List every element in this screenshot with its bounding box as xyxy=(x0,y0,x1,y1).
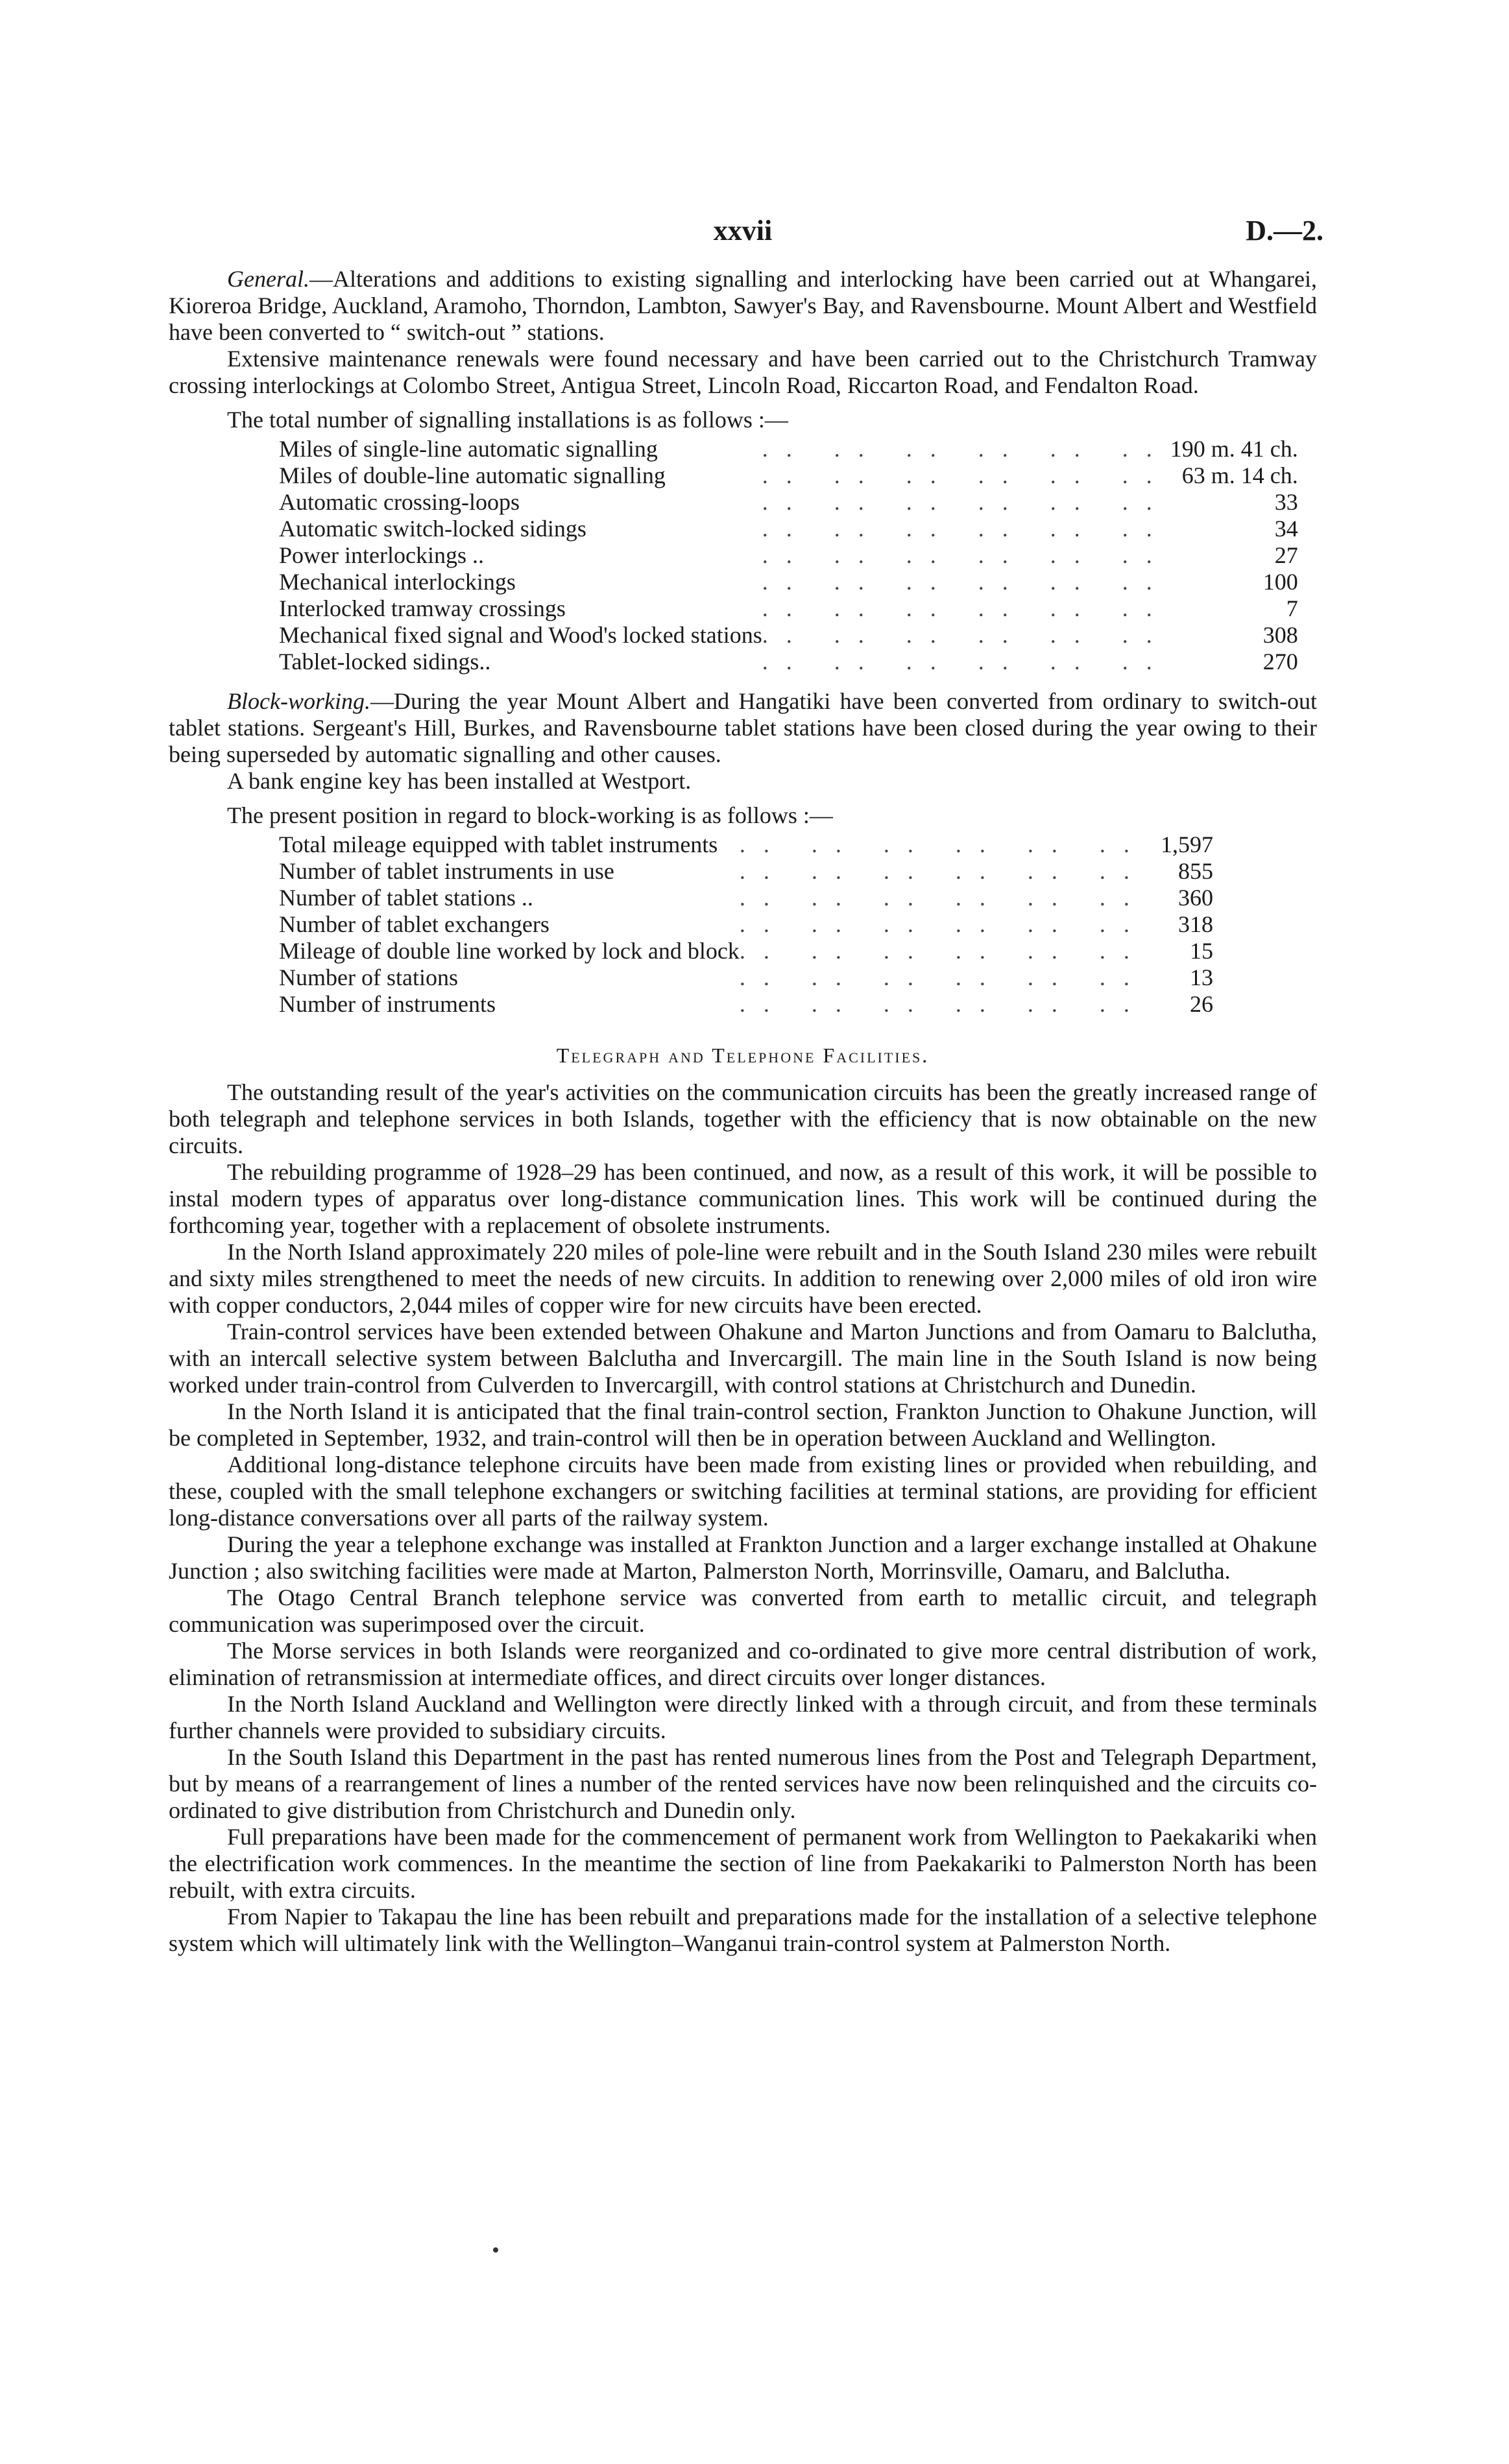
block-working-row-label: Total mileage equipped with tablet instruments xyxy=(279,831,718,857)
general-text: —Alterations and additions to existing signalling and interlocking have been carried out at Whangarei, Kioreroa Bridge, Auckland, Aramoho, Thorndon, Lambton, Sawyer's Bay, and Ravensbourne. Mount Albert and Westfield have been converted to “ switch-out ” stations. xyxy=(169,266,1317,345)
telegraph-paragraph: In the South Island this Department in the past has rented numerous lines from the Post and Telegraph Department, but by means of a rearrangement of lines a number of the rented services have now been relinquished and the circuits co-ordinated to give distribution from Christchurch and Dunedin only. xyxy=(169,1744,1317,1823)
block-working-row-label: Number of instruments xyxy=(279,991,496,1017)
document-reference: D.—2. xyxy=(1246,215,1323,246)
block-working-row xyxy=(279,991,1213,1018)
telegraph-paragraph: In the North Island approximately 220 miles of pole-line were rebuilt and in the South Island 230 miles were rebuilt and sixty miles strengthened to meet the needs of new circuits. In addition to renewing over 2,000 miles of old iron wire with copper conductors, 2,044 miles of copper wire for new circuits have been erected. xyxy=(169,1239,1317,1318)
general-paragraph xyxy=(169,266,1317,346)
page-header xyxy=(169,214,1323,266)
dot-leader: .. .. .. .. .. .. xyxy=(739,831,1148,857)
maintenance-paragraph: Extensive maintenance renewals were found necessary and have been carried out to the Christchurch Tramway crossing interlockings at Colombo Street, Antigua Street, Lincoln Road, Riccarton Road, and Fendalton Road. xyxy=(169,346,1317,398)
installation-row-label: Miles of double-line automatic signalling xyxy=(279,462,666,488)
block-working-row xyxy=(279,858,1213,885)
dot-leader: .. .. .. .. .. .. xyxy=(762,489,1170,515)
installation-row-label: Interlocked tramway crossings xyxy=(279,595,566,621)
installation-row xyxy=(279,436,1298,462)
block-working-row-value: 26 xyxy=(1190,991,1213,1017)
installation-row-value: 34 xyxy=(1274,516,1298,542)
installation-row xyxy=(279,569,1298,595)
installation-row-value: 7 xyxy=(1286,595,1298,621)
installation-row xyxy=(279,489,1298,516)
block-working-paragraph xyxy=(169,688,1317,768)
page xyxy=(169,214,1323,1957)
installations-table xyxy=(279,436,1298,675)
installation-row xyxy=(279,516,1298,542)
installation-row xyxy=(279,622,1298,649)
block-working-row-value: 318 xyxy=(1178,911,1213,937)
telegraph-paragraph: The Morse services in both Islands were reorganized and co-ordinated to give more central distribution of work, elimination of retransmission at intermediate offices, and direct circuits over longer distances. xyxy=(169,1638,1317,1690)
installation-row xyxy=(279,462,1298,489)
telegraph-paragraph: From Napier to Takapau the line has been rebuilt and preparations made for the installation of a selective telephone system which will ultimately link with the Wellington–Wanganui train-control system at Palmerston North. xyxy=(169,1904,1317,1956)
block-working-row-label: Number of tablet exchangers xyxy=(279,911,549,937)
installation-row-label: Tablet-locked sidings.. xyxy=(279,649,491,675)
telegraph-paragraph: The rebuilding programme of 1928–29 has been continued, and now, as a result of this work, it will be possible to instal modern types of apparatus over long-distance communication lines. This work will be continued during the forthcoming year, together with a replacement of obsolete instruments. xyxy=(169,1159,1317,1238)
dot-leader: .. .. .. .. .. .. xyxy=(762,595,1170,621)
dot-leader: .. .. .. .. .. .. xyxy=(739,858,1148,884)
dot-leader: .. .. .. .. .. .. xyxy=(739,938,1148,964)
dot-leader: .. .. .. .. .. .. xyxy=(739,991,1148,1017)
block-working-intro: The present position in regard to block-working is as follows :— xyxy=(227,802,833,828)
installation-row-label: Automatic switch-locked sidings xyxy=(279,516,586,542)
dot-leader: .. .. .. .. .. .. xyxy=(762,622,1170,648)
bank-engine-paragraph: A bank engine key has been installed at Westport. xyxy=(227,768,692,794)
block-working-row xyxy=(279,938,1213,964)
installation-row-value: 270 xyxy=(1262,649,1298,675)
installation-row-label: Miles of single-line automatic signalling xyxy=(279,436,658,462)
telegraph-paragraph: Train-control services have been extended between Ohakune and Marton Junctions and from Oamaru to Balclutha, with an intercall selective system between Balclutha and Invercargill. The main line in the South Island is now being worked under train-control from Culverden to Invercargill, with control stations at Christchurch and Dunedin. xyxy=(169,1319,1317,1398)
telegraph-paragraph: During the year a telephone exchange was installed at Frankton Junction and a larger exchange installed at Ohakune Junction ; also switching facilities were made at Marton, Palmerston North, Morrinsville, Oamaru, and Balclutha. xyxy=(169,1531,1317,1584)
telegraph-paragraph: In the North Island Auckland and Wellington were directly linked with a through circuit, and from these terminals further channels were provided to subsidiary circuits. xyxy=(169,1691,1317,1743)
installation-row-label: Power interlockings .. xyxy=(279,542,484,568)
block-working-row-value: 15 xyxy=(1190,938,1213,964)
block-working-row-label: Mileage of double line worked by lock and block xyxy=(279,938,740,964)
dot-leader: .. .. .. .. .. .. xyxy=(762,569,1170,595)
dot-leader: .. .. .. .. .. .. xyxy=(739,885,1148,911)
dot-leader: .. .. .. .. .. .. xyxy=(739,911,1148,937)
installation-row-value: 190 m. 41 ch. xyxy=(1170,436,1298,462)
dot-leader: .. .. .. .. .. .. xyxy=(762,462,1170,488)
telegraph-paragraph: The Otago Central Branch telephone service was converted from earth to metallic circuit, and telegraph communication was superimposed over the circuit. xyxy=(169,1585,1317,1637)
installations-intro: The total number of signalling installations is as follows :— xyxy=(227,407,788,433)
dot-leader: .. .. .. .. .. .. xyxy=(762,542,1170,568)
installation-row-value: 308 xyxy=(1262,622,1298,648)
telegraph-paragraph: In the North Island it is anticipated that the final train-control section, Frankton Junction to Ohakune Junction, will be completed in September, 1932, and train-control will then be in operation between Auckland and Wellington. xyxy=(169,1398,1317,1451)
block-working-row-label: Number of tablet stations .. xyxy=(279,885,533,911)
block-working-row xyxy=(279,964,1213,991)
telegraph-paragraph: The outstanding result of the year's activities on the communication circuits has been the greatly increased range of both telegraph and telephone services in both Islands, together with the efficiency that is now obtainable on the new circuits. xyxy=(169,1079,1317,1158)
block-working-row-value: 855 xyxy=(1178,858,1213,884)
page-number: xxvii xyxy=(713,215,773,246)
installation-row-value: 63 m. 14 ch. xyxy=(1181,462,1298,488)
dot-leader: .. .. .. .. .. .. xyxy=(762,436,1170,462)
dot-leader: .. .. .. .. .. .. xyxy=(762,649,1170,675)
block-working-text: —During the year Mount Albert and Hangatiki have been converted from ordinary to switch-out tablet stations. Sergeant's Hill, Burkes, and Ravensbourne tablet stations have been closed during the year owing to their being superseded by automatic signalling and other causes. xyxy=(169,688,1317,767)
section-heading xyxy=(169,1044,1317,1068)
block-working-row-value: 1,597 xyxy=(1161,831,1213,857)
installation-row-label: Mechanical fixed signal and Wood's locked stations xyxy=(279,622,762,648)
block-working-row xyxy=(279,831,1213,858)
block-working-lead: Block-working. xyxy=(227,688,370,714)
installation-row xyxy=(279,595,1298,622)
installation-row-value: 27 xyxy=(1274,542,1298,568)
installation-row xyxy=(279,542,1298,569)
block-working-table xyxy=(279,831,1213,1018)
block-working-row xyxy=(279,885,1213,911)
installation-row xyxy=(279,649,1298,675)
telegraph-section xyxy=(169,1079,1317,1957)
block-working-row xyxy=(279,911,1213,938)
installation-row-value: 33 xyxy=(1274,489,1298,515)
installation-row-label: Automatic crossing-loops xyxy=(279,489,520,515)
installation-row-value: 100 xyxy=(1262,569,1298,595)
general-lead: General. xyxy=(227,266,309,292)
installation-row-label: Mechanical interlockings xyxy=(279,569,516,595)
telegraph-paragraph: Full preparations have been made for the commencement of permanent work from Wellington to Paekakariki when the electrification work commences. In the meantime the section of line from Paekakariki to Palmerston North has been rebuilt, with extra circuits. xyxy=(169,1824,1317,1903)
dot-leader: .. .. .. .. .. .. xyxy=(739,964,1148,990)
dot-leader: .. .. .. .. .. .. xyxy=(762,516,1170,542)
stray-ink-mark xyxy=(493,2247,498,2253)
block-working-row-label: Number of stations xyxy=(279,964,458,990)
block-working-row-label: Number of tablet instruments in use xyxy=(279,858,614,884)
block-working-row-value: 13 xyxy=(1190,964,1213,990)
telegraph-paragraph: Additional long-distance telephone circuits have been made from existing lines or provided when rebuilding, and these, coupled with the small telephone exchangers or switching facilities at terminal stations, are providing for efficient long-distance conversations over all parts of the railway system. xyxy=(169,1452,1317,1531)
block-working-row-value: 360 xyxy=(1178,885,1213,911)
section-heading-text: Telegraph and Telephone Facilities. xyxy=(556,1044,930,1067)
